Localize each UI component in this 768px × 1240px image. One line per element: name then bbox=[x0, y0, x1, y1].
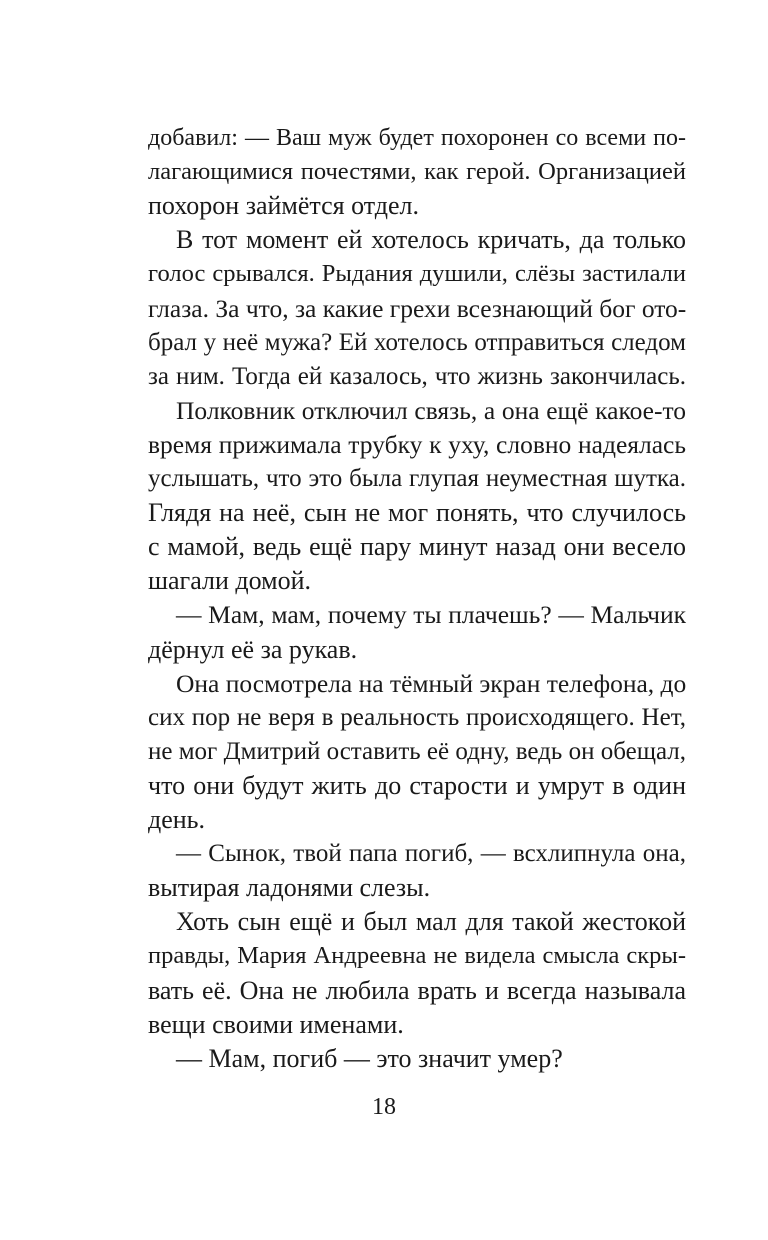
text-line: вещи своими именами. bbox=[148, 1009, 404, 1039]
text-line: Хоть сын ещё и был мал для такой жестокой bbox=[176, 907, 686, 937]
text-line: Глядя на неё, сын не мог понять, что случилось bbox=[148, 498, 686, 528]
text-line: не мог Дмитрий оставить её одну, ведь он обещал, bbox=[148, 737, 686, 765]
text-line: правды, Мария Андреевна не видела смысла скры- bbox=[148, 942, 686, 970]
text-line: — Мам, погиб — это значит умер? bbox=[176, 1043, 563, 1073]
text-line: сих пор не веря в реальность происходящего. Нет, bbox=[148, 703, 686, 731]
text-line: глаза. За что, за какие грехи всезнающий бог ото- bbox=[148, 293, 687, 323]
text-line: голос срывался. Рыдания душили, слёзы застилали bbox=[148, 260, 686, 288]
text-line: В тот момент ей хотелось кричать, да только bbox=[176, 225, 686, 255]
text-line: время прижимала трубку к уху, словно надеялась bbox=[148, 429, 686, 459]
text-line: день. bbox=[148, 805, 206, 834]
text-line: Она посмотрела на тёмный экран телефона, до bbox=[176, 668, 687, 698]
text-line: похорон займётся отдел. bbox=[148, 191, 420, 221]
text-line: что они будут жить до старости и умрут в один bbox=[148, 770, 686, 800]
text-line: услышать, что это была глупая неуместная шутка. bbox=[148, 465, 686, 492]
text-line: брал у неё мужа? Ей хотелось отправиться следом bbox=[148, 328, 686, 356]
text-line: Полковник отключил связь, а она ещё какое-то bbox=[176, 395, 686, 425]
text-line: — Сынок, твой папа погиб, — всхлипнула она, bbox=[176, 840, 686, 868]
text-line: лагающимися почестями, как герой. Организацией bbox=[148, 158, 686, 186]
page-number: 18 bbox=[372, 1094, 396, 1120]
text-line: за ним. Тогда ей казалось, что жизнь закончилась. bbox=[148, 362, 686, 390]
text-line: вать её. Она не любила врать и всегда называла bbox=[148, 975, 686, 1005]
text-line: — Мам, мам, почему ты плачешь? — Мальчик bbox=[176, 600, 686, 630]
text-line: дёрнул её за рукав. bbox=[148, 634, 358, 664]
text-line: добавил: — Ваш муж будет похоронен со всеми по- bbox=[148, 125, 686, 151]
text-line: шагали домой. bbox=[148, 566, 311, 596]
text-line: вытирая ладонями слезы. bbox=[148, 873, 431, 903]
text-line: с мамой, ведь ещё пару минут назад они весело bbox=[148, 532, 686, 562]
